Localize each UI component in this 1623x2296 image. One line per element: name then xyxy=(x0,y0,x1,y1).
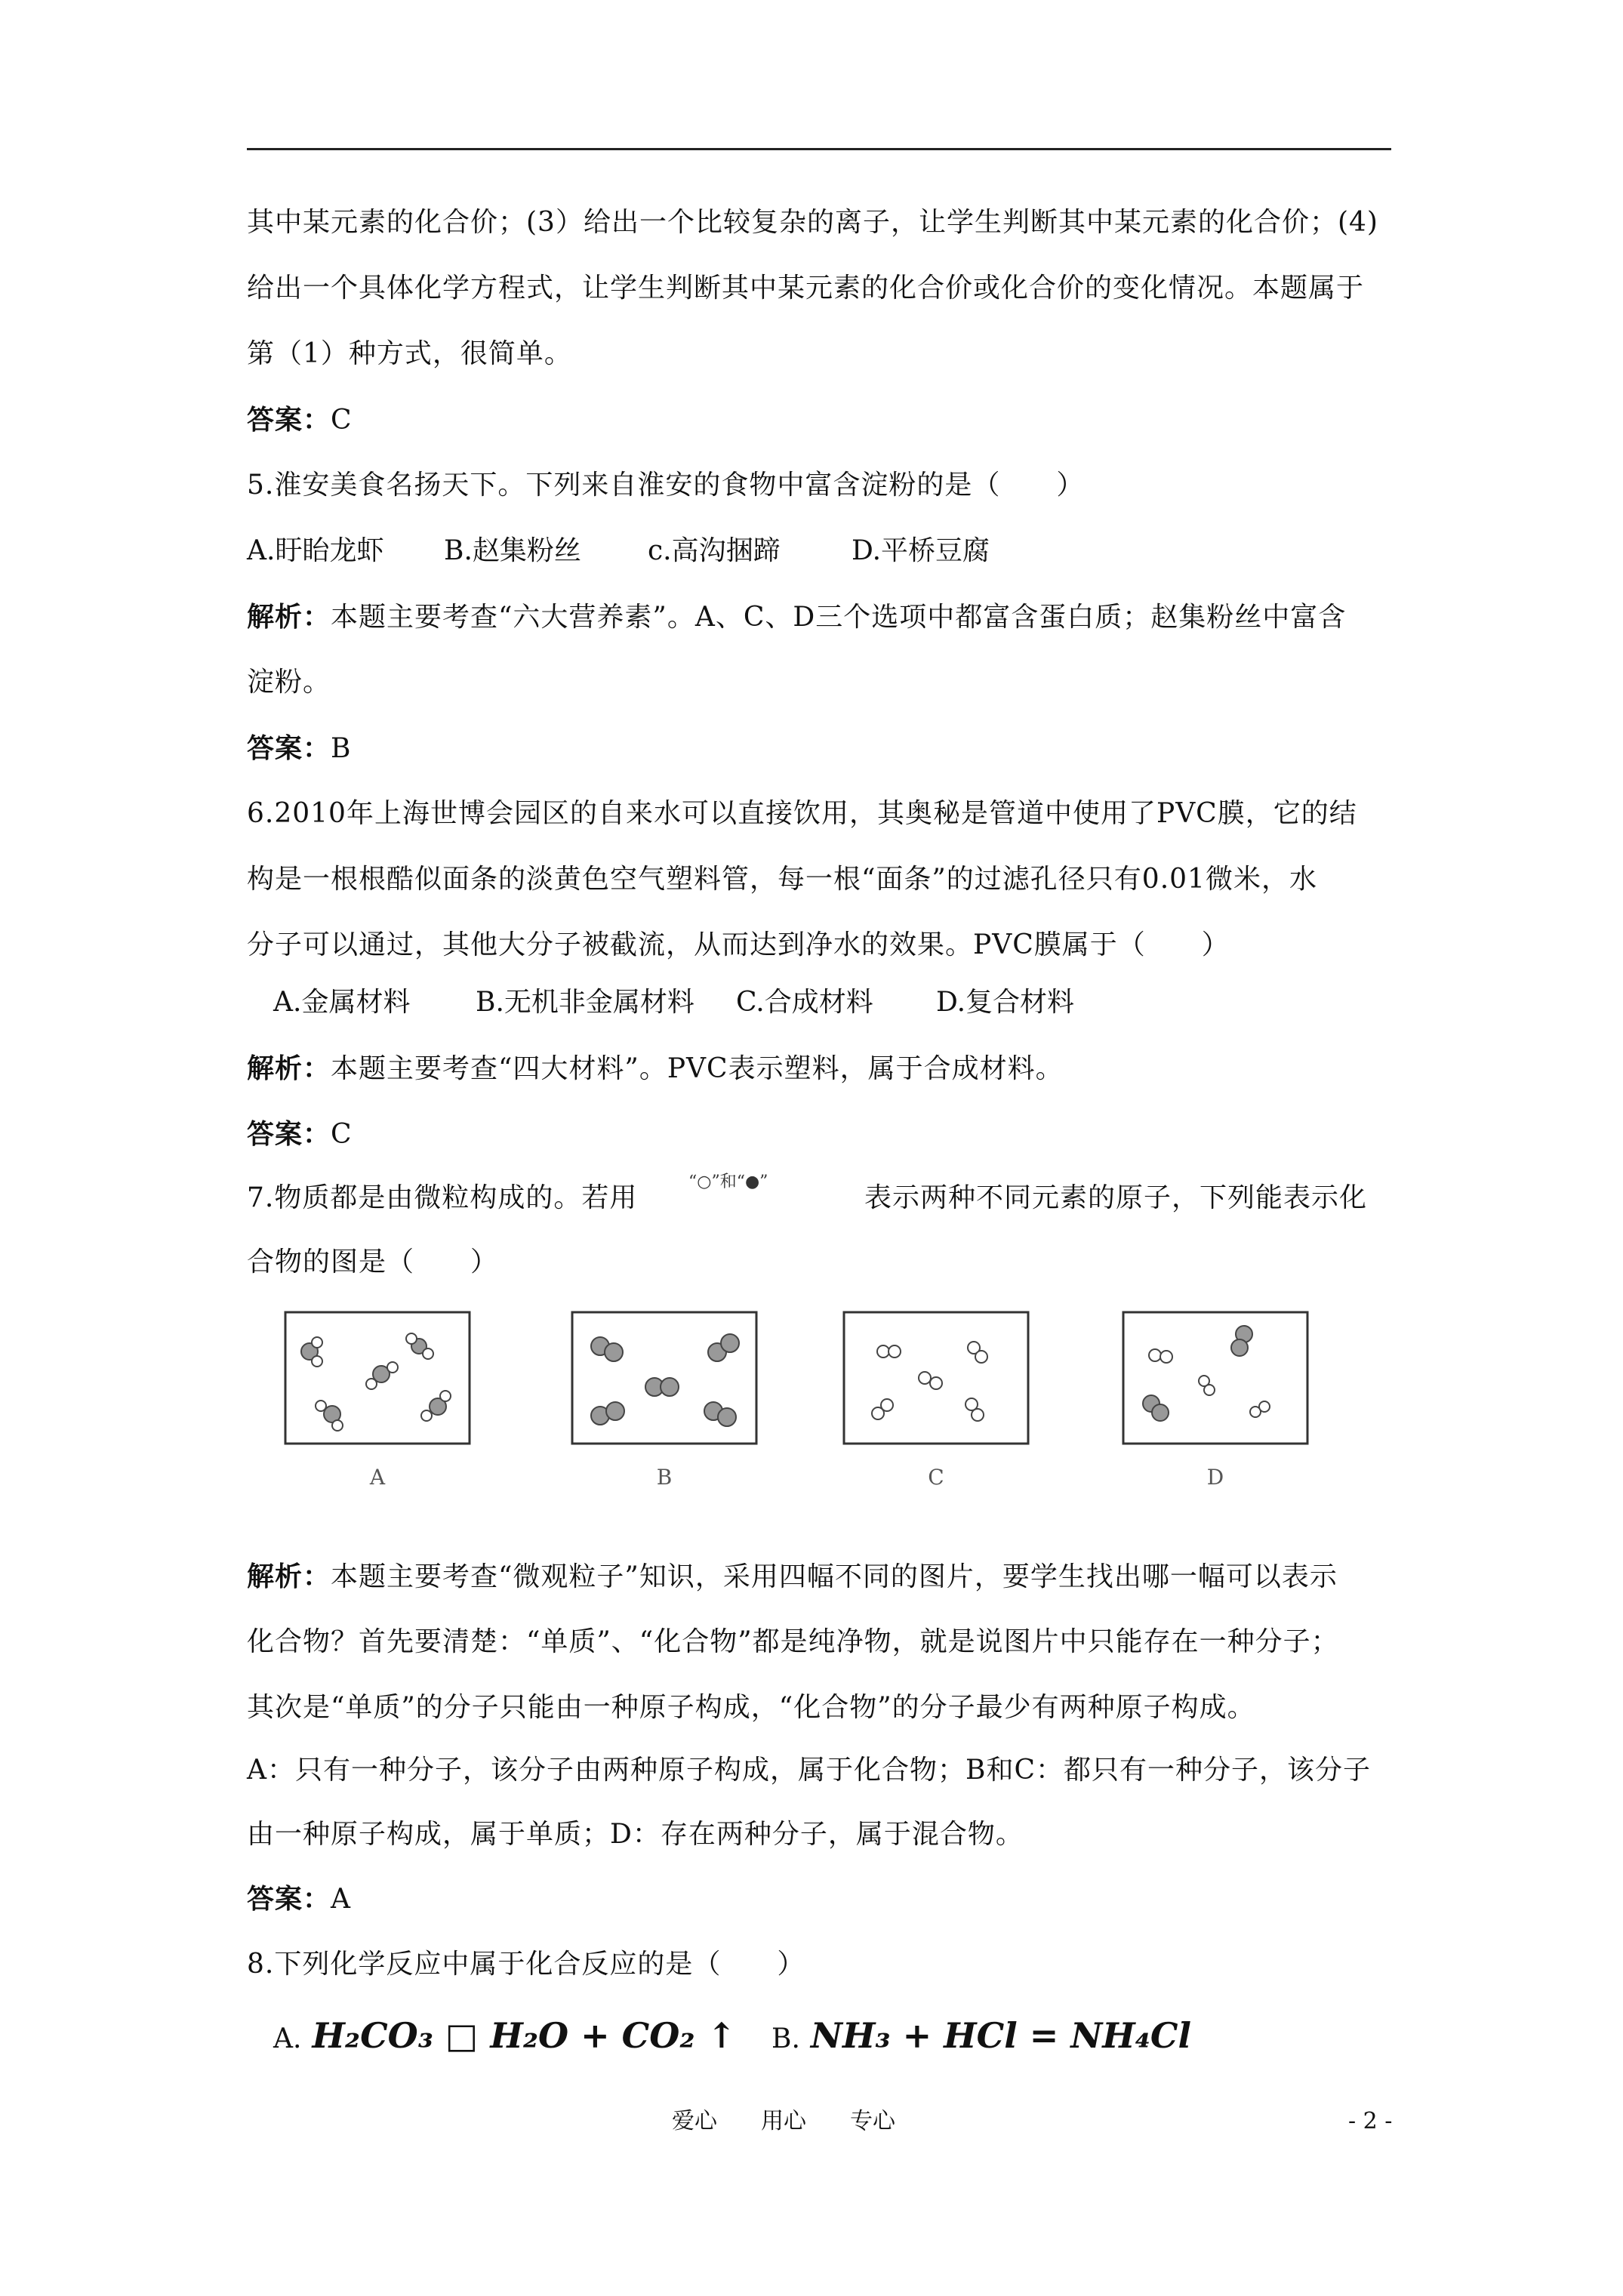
explanation-line: 化合物？首先要清楚：“单质”、“化合物”都是纯净物，就是说图片中只能存在一种分子； xyxy=(247,1626,1339,1657)
explanation-text: 本题主要考查“四大材料”。PVC表示塑料，属于合成材料。 xyxy=(331,1053,1064,1084)
answer-label: 答案： xyxy=(247,1883,331,1915)
answer-label: 答案： xyxy=(247,1118,331,1150)
footer-item: 爱心 xyxy=(672,2108,717,2134)
figure-b xyxy=(570,1310,759,1490)
explanation-line xyxy=(247,1050,1064,1087)
answer-value: B xyxy=(331,733,352,764)
answer-line xyxy=(247,1881,351,1918)
option-b: B.赵集粉丝 xyxy=(444,535,581,566)
option-d: D.平桥豆腐 xyxy=(852,535,990,566)
page-number: - 2 - xyxy=(1348,2108,1393,2134)
question-7: 7.物质都是由微粒构成的。若用 xyxy=(247,1182,638,1213)
answer-label: 答案： xyxy=(247,404,331,436)
equation-label: A. xyxy=(273,2023,302,2054)
figure-d xyxy=(1121,1310,1310,1490)
question-7: 表示两种不同元素的原子，下列能表示化 xyxy=(864,1182,1368,1213)
molecule-diagram-b xyxy=(570,1310,759,1446)
explanation-line: 其次是“单质”的分子只能由一种原子构成，“化合物”的分子最少有两种原子构成。 xyxy=(247,1692,1255,1723)
footer-item: 专心 xyxy=(850,2108,895,2134)
answer-label: 答案： xyxy=(247,732,331,764)
answer-value: A xyxy=(331,1884,352,1915)
footer-item: 用心 xyxy=(761,2108,806,2134)
question-5: 5.淮安美食名扬天下。下列来自淮安的食物中富含淀粉的是（ ） xyxy=(247,470,1085,501)
option-b: B.无机非金属材料 xyxy=(476,987,694,1018)
chemical-equation: H₂CO₃ □ H₂O + CO₂ ↑ xyxy=(312,2015,737,2056)
equation-b xyxy=(771,2014,1191,2060)
explanation-line: 由一种原子构成，属于单质；D：存在两种分子，属于混合物。 xyxy=(247,1819,1024,1850)
question-8: 8.下列化学反应中属于化合反应的是（ ） xyxy=(247,1949,805,1980)
header-rule xyxy=(247,148,1391,150)
atom-legend: “○”和“●” xyxy=(688,1173,768,1191)
explanation-label: 解析： xyxy=(247,1561,331,1592)
question-6: 分子可以通过，其他大分子被截流，从而达到净水的效果。PVC膜属于（ ） xyxy=(247,929,1230,960)
explanation-text: 本题主要考查“微观粒子”知识，采用四幅不同的图片，要学生找出哪一幅可以表示 xyxy=(331,1561,1338,1592)
figure-c xyxy=(842,1310,1030,1490)
footer-motto xyxy=(672,2106,939,2137)
explanation-line xyxy=(247,599,1346,636)
answer-line xyxy=(247,1116,353,1153)
explanation-label: 解析： xyxy=(247,601,331,633)
answer-value: C xyxy=(331,1119,353,1150)
explanation-line: A：只有一种分子，该分子由两种原子构成，属于化合物；B和C：都只有一种分子，该分子 xyxy=(247,1755,1371,1786)
paragraph-line: 第（1）种方式，很简单。 xyxy=(247,338,572,369)
molecule-diagram-a xyxy=(283,1310,472,1446)
molecule-diagram-c xyxy=(842,1310,1030,1446)
chemical-equation: NH₃ + HCl = NH₄Cl xyxy=(810,2015,1191,2056)
question-7: 合物的图是（ ） xyxy=(247,1247,499,1277)
option-a: A.金属材料 xyxy=(273,987,411,1018)
paragraph-line: 给出一个具体化学方程式，让学生判断其中某元素的化合价或化合价的变化情况。本题属于 xyxy=(247,273,1365,304)
equation-label: B. xyxy=(771,2023,800,2054)
figure-label: D xyxy=(1206,1465,1224,1490)
figure-label: A xyxy=(369,1465,386,1490)
option-a: A.盱眙龙虾 xyxy=(247,535,384,566)
figure-a xyxy=(283,1310,472,1490)
option-d: D.复合材料 xyxy=(936,987,1075,1018)
explanation-line: 淀粉。 xyxy=(247,667,331,698)
answer-value: C xyxy=(331,405,353,436)
question-6: 6.2010年上海世博会园区的自来水可以直接饮用，其奥秘是管道中使用了PVC膜，它的结 xyxy=(247,798,1357,829)
answer-line xyxy=(247,730,351,767)
answer-line xyxy=(247,402,353,439)
figure-label: C xyxy=(928,1465,944,1490)
figure-label: B xyxy=(656,1465,673,1490)
explanation-line xyxy=(247,1558,1338,1595)
question-6: 构是一根根酷似面条的淡黄色空气塑料管，每一根“面条”的过滤孔径只有0.01微米，水 xyxy=(247,864,1317,895)
option-c: c.高沟捆蹄 xyxy=(648,535,781,566)
paragraph-line: 其中某元素的化合价；(3）给出一个比较复杂的离子，让学生判断其中某元素的化合价；(4) xyxy=(247,207,1378,238)
molecule-diagram-d xyxy=(1121,1310,1310,1446)
option-c: C.合成材料 xyxy=(736,987,873,1018)
explanation-text: 本题主要考查“六大营养素”。A、C、D三个选项中都富含蛋白质；赵集粉丝中富含 xyxy=(331,602,1347,633)
equation-a xyxy=(273,2014,736,2060)
explanation-label: 解析： xyxy=(247,1052,331,1084)
